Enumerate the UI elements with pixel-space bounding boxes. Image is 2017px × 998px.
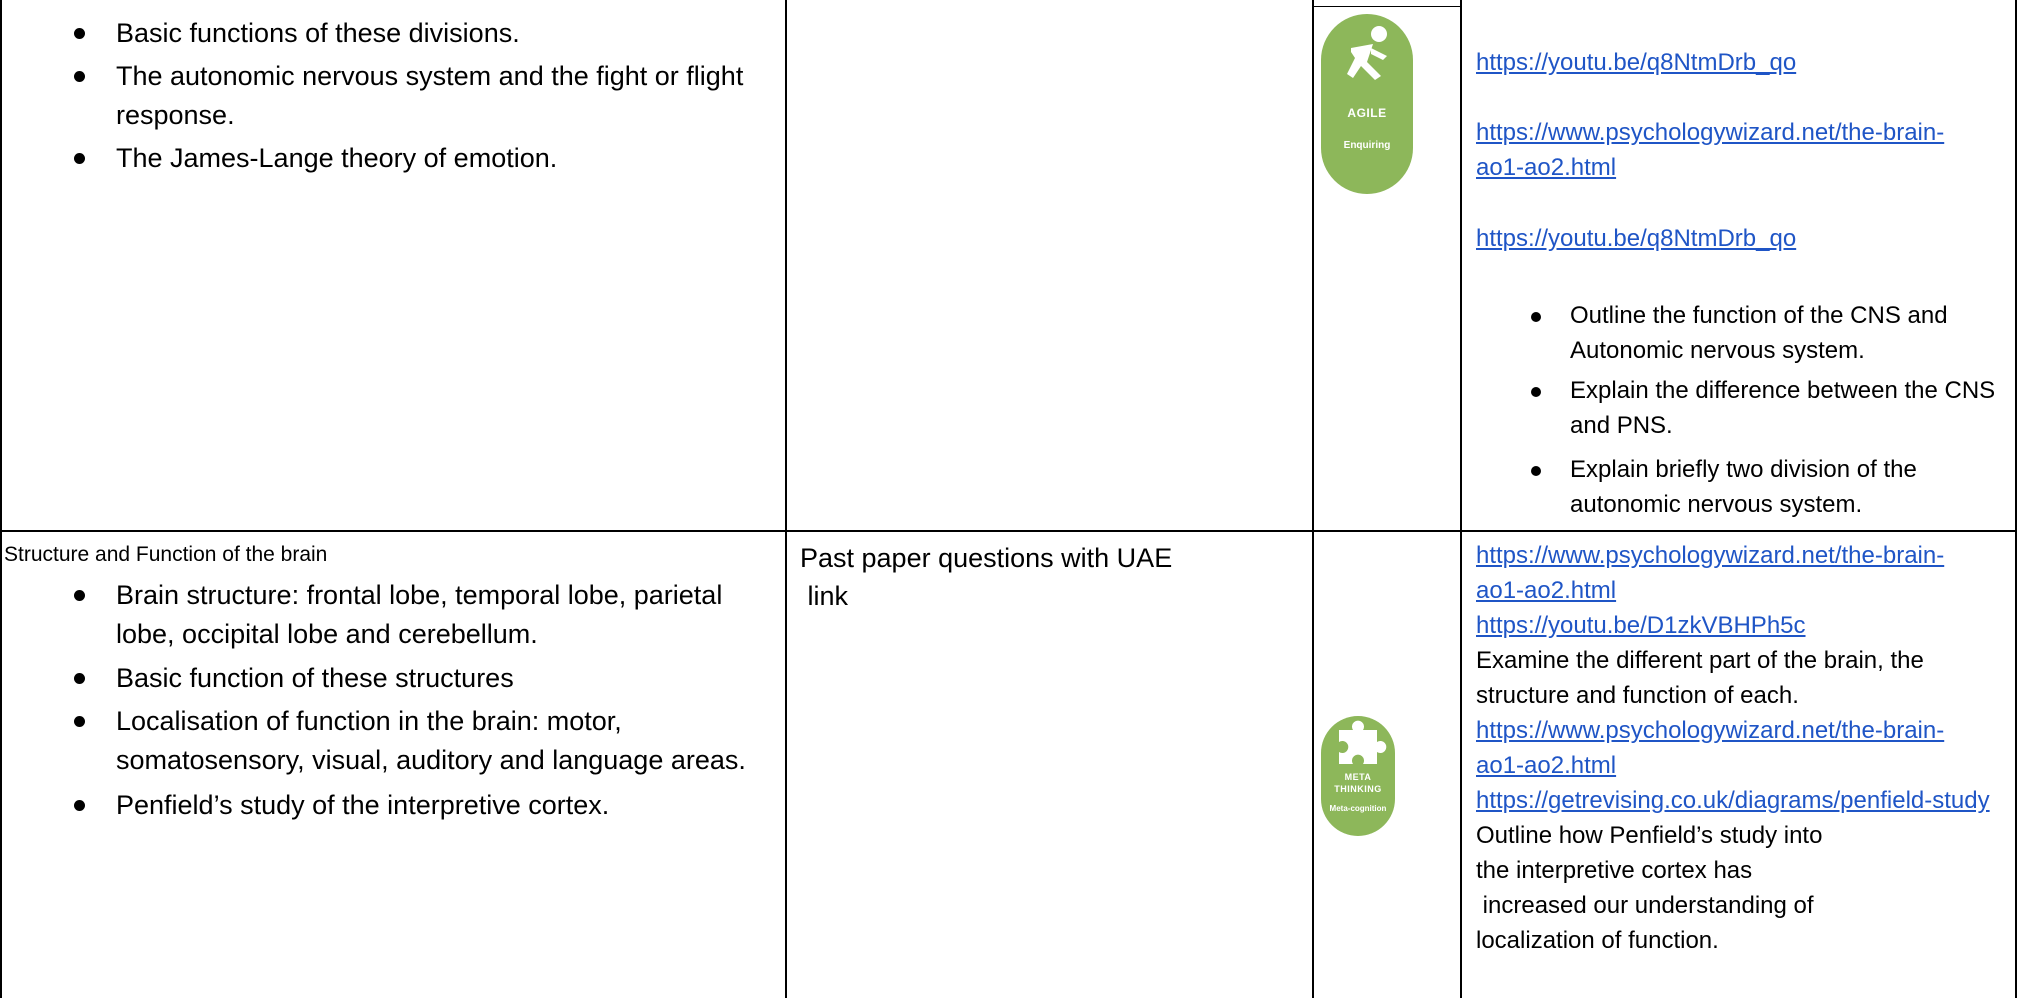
row1-task-list [1476,298,2016,522]
list-item: The autonomic nervous system and the fight or flight response. [0,57,756,135]
task-text: Examine the different part of the brain, the structure and function of each. [1476,647,1924,709]
assessment-text: Past paper questions with UAE [800,543,1173,573]
running-person-icon [1321,18,1413,98]
resource-link[interactable]: https://www.psychologywizard.net/the-brain-ao1-ao2.html [1476,119,1945,181]
resource-link[interactable]: https://youtu.be/q8NtmDrb_qo [1476,49,1797,76]
badge-sublabel: Enquiring [1343,140,1391,151]
list-item: Basic functions of these divisions. [0,14,785,53]
badge-sublabel: Meta-cognition [1329,804,1387,813]
puzzle-piece-icon [1321,720,1395,770]
resource-link[interactable]: https://www.psychologywizard.net/the-brain-ao1-ao2.html [1476,542,1945,604]
table-top-border [1312,6,1462,7]
resource-link[interactable]: https://www.psychologywizard.net/the-brain-ao1-ao2.html [1476,717,1945,779]
badge-label: AGILE [1347,106,1387,120]
task-text: the interpretive cortex has [1476,857,1753,884]
assessment-link-text: link [800,581,849,611]
column-divider [1312,0,1314,998]
list-item: Localisation of function in the brain: motor, somatosensory, visual, auditory and language areas. [0,702,746,780]
row2-assessment-cell [800,539,1300,615]
row2-topic-list [0,576,785,825]
row2-resources-cell [1476,538,2016,958]
row1-topics-cell [0,14,785,181]
row1-topic-list [0,14,785,178]
task-text: Outline how Penfield’s study into [1476,822,1823,849]
badge-label: THINKING [1334,784,1382,794]
column-divider [1460,0,1462,998]
task-text: increased our understanding of [1476,892,1814,919]
resource-link[interactable]: https://getrevising.co.uk/diagrams/penfield-study [1476,787,1990,814]
list-item: Basic function of these structures [0,659,785,698]
list-item: Explain briefly two division of the autonomic nervous system. [1476,452,2016,522]
task-text: localization of function. [1476,927,1719,954]
section-heading: Structure and Function of the brain [4,543,328,566]
agile-enquiring-badge [1321,14,1413,194]
row1-resources-cell [1476,45,2016,525]
resource-link[interactable]: https://youtu.be/q8NtmDrb_qo [1476,225,1797,252]
list-item: Explain the difference between the CNS and PNS. [1476,373,2016,443]
list-item: Outline the function of the CNS and Autonomic nervous system. [1476,298,2016,368]
column-divider [785,0,787,998]
badge-label: META [1344,772,1372,782]
list-item: The James-Lange theory of emotion. [0,139,785,178]
resource-link[interactable]: https://youtu.be/D1zkVBHPh5c [1476,612,1806,639]
meta-thinking-badge [1321,716,1395,836]
list-item: Penfield’s study of the interpretive cortex. [0,786,785,825]
row2-topics-cell [0,540,785,828]
list-item: Brain structure: frontal lobe, temporal lobe, parietal lobe, occipital lobe and cerebellum. [0,576,746,654]
row-divider [0,530,2017,532]
